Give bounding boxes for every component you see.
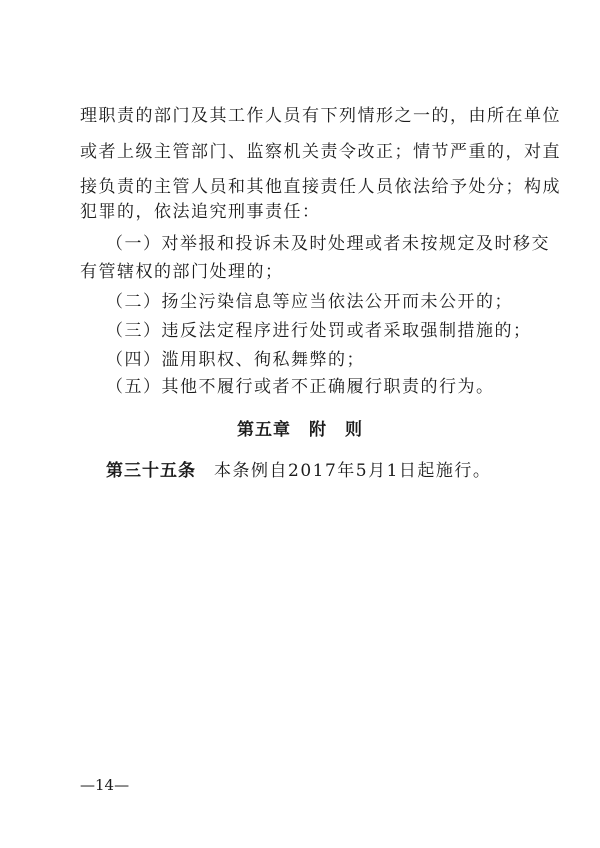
article-content <box>106 461 491 481</box>
page-number: —14— <box>80 776 130 794</box>
list-item-text: （三）违反法定程序进行处罚或者采取强制措施的； <box>106 321 532 341</box>
paragraph-line-text: 理职责的部门及其工作人员有下列情形之一的，由所在单位 <box>80 106 561 126</box>
list-item-text: （五）其他不履行或者不正确履行职责的行为。 <box>106 377 495 397</box>
paragraph-line-text: 接负责的主管人员和其他直接责任人员依法给予处分；构成 <box>80 177 561 197</box>
list-item-text: 有管辖权的部门处理的； <box>80 262 284 282</box>
article-label: 第三十五条 <box>106 461 196 481</box>
list-item-text: （四）滥用职权、徇私舞弊的； <box>106 350 365 370</box>
list-item-text: （二）扬尘污染信息等应当依法公开而未公开的； <box>106 292 513 312</box>
article-text: 本条例自2017年5月1日起施行。 <box>214 461 492 481</box>
list-item-text: （一）对举报和投诉未及时处理或者未按规定及时移交 <box>106 234 550 254</box>
paragraph-line-text: 犯罪的，依法追究刑事责任： <box>80 202 321 222</box>
paragraph-line-text: 或者上级主管部门、监察机关责令改正；情节严重的，对直 <box>80 142 561 162</box>
chapter-heading: 第五章 附 则 <box>237 420 363 440</box>
